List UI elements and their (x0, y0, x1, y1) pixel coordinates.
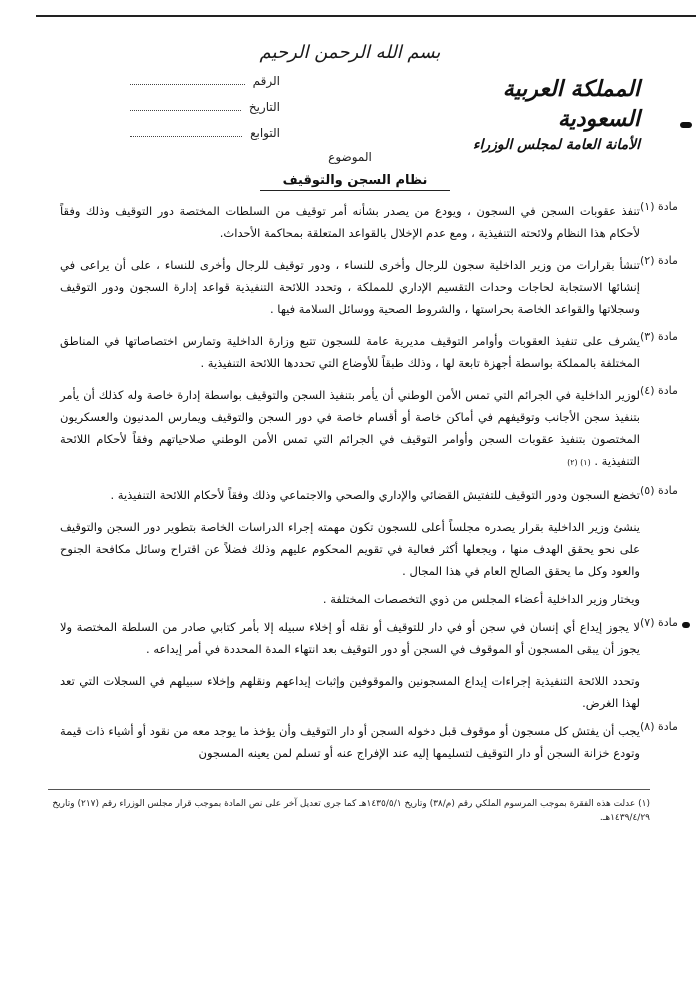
article-text: تخضع السجون ودور التوقيف للتفتيش القضائي والإداري والصحي والاجتماعي وذلك وفقاً لأحكام اللائحة التنفيذية . (110, 488, 640, 502)
meta-number-label: الرقم (252, 74, 280, 88)
meta-date-label: التاريخ (248, 100, 280, 114)
subject-label: الموضوع (328, 150, 372, 164)
article-label: مادة (٥) (640, 484, 678, 497)
meta-date-line (130, 110, 241, 111)
kingdom-name: المملكة العربية السعودية (502, 76, 640, 132)
article-label: مادة (٨) (640, 720, 678, 733)
meta-number-line (130, 84, 245, 85)
article-label: مادة (٢) (640, 254, 678, 267)
paragraph: وتحدد اللائحة التنفيذية إجراءات إيداع المسجونين والموقوفين وإثبات إيداعهم ونقلهم وإخلاء سبيلهم في السجلات التي تعد لهذا الغرض. (60, 674, 640, 710)
meta-attachments-line (130, 136, 242, 137)
scan-edge-line (36, 15, 696, 17)
article-text: تنشأ بقرارات من وزير الداخلية سجون للرجال وأخرى للنساء ، ودور توقيف للرجال وأخرى للنساء ، على أن يراعى في إنشائها الاستجابة لحاجات وحدات التقسيم الإداري للمملكة ، وتحدد اللائحة التنفيذية قواعد إدارة السجون ودور التوقيف وسجلاتها والقواعد الخاصة بحراستها ، والشروط الصحية ووسائل السلامة فيها . (60, 258, 640, 316)
article-label: مادة (٣) (640, 330, 678, 343)
article-label: مادة (١) (640, 200, 678, 213)
document-subject: نظام السجن والتوقيف (260, 173, 450, 191)
document-meta (130, 68, 280, 146)
article-text: لا يجوز إيداع أي إنسان في سجن أو في دار للتوقيف أو نقله أو إخلاء سبيله إلا بأمر كتابي صادر من السلطة المختصة ولا يجوز أن يبقى المسجون أو الموقوف في السجن أو دور التوقيف بعد انتهاء المدة المحددة في أمر إيداعه . (60, 620, 640, 656)
secretariat-name: الأمانة العامة لمجلس الوزراء (472, 137, 640, 153)
basmala: بسم الله الرحمن الرحيم (259, 42, 441, 63)
letterhead (440, 74, 640, 156)
article-4 (60, 384, 678, 474)
paragraph: ينشئ وزير الداخلية بقرار يصدره مجلساً أعلى للسجون تكون مهمته إجراء الدراسات الخاصة بتطوير دور السجن والتوقيف على نحو يحقق الهدف منها ، ويجعلها أكثر فعالية في تقويم المحكوم عليهم وذلك فضلاً عن اقتراح وسائل مكافحة الجنوح والعود وكل ما يحقق الصالح العام في هذا المجال . (60, 520, 640, 578)
document-body (60, 200, 678, 774)
article-text-body: لوزير الداخلية في الجرائم التي تمس الأمن الوطني أن يأمر بتنفيذ السجن والتوقيف بواسطة إدارة خاصة وله كذلك أن يأمر بتنفيذ سجن الأجانب وتوقيفهم في أماكن خاصة أو أقسام خاصة في دور السجن والتوقيف ويمارس المدنيون والعسكريون المختصون بتنفيذ عقوبات السجن وأوامر التوقيف في الجرائم التي تمس الأمن الوطني صلاحياتهم وفقاً لأحكام اللائحة التنفيذية . (60, 388, 640, 468)
punch-hole-mark (680, 122, 692, 128)
meta-attachments-label: التوابع (250, 126, 280, 140)
footnote-reference: (١) (٢) (567, 458, 591, 467)
article-text: يشرف على تنفيذ العقوبات وأوامر التوقيف مديرية عامة للسجون تتبع وزارة الداخلية وتمارس اختصاصاتها في المناطق المختلفة بالمملكة بواسطة أجهزة تابعة لها ، وذلك طبقاً للأوضاع التي تحددها اللائحة التنفيذية . (60, 334, 640, 370)
article-1 (60, 200, 678, 244)
article-8 (60, 720, 678, 764)
article-label: مادة (٤) (640, 384, 678, 397)
footnote-divider (48, 789, 650, 790)
article-7 (60, 616, 678, 660)
article-2 (60, 254, 678, 320)
article-text: تنفذ عقوبات السجن في السجون ، ويودع من يصدر بشأنه أمر توقيف من السلطات المختصة دور التوقيف وذلك وفقاً لأحكام هذا النظام ولائحته التنفيذية ، ومع عدم الإخلال بالقواعد المتعلقة بمحاكمة الأحداث. (60, 204, 640, 240)
article-text: يجب أن يفتش كل مسجون أو موقوف قبل دخوله السجن أو دار التوقيف وأن يؤخذ ما يوجد معه من نقود أو أشياء ذات قيمة وتودع خزانة السجن أو دار التوقيف لتسليمها إليه عند الإفراج عنه أو تسلم لمن يعينه المسجون (60, 724, 640, 760)
article-text (60, 384, 640, 474)
article-5 (60, 484, 678, 506)
article-3 (60, 330, 678, 374)
paragraph: ويختار وزير الداخلية أعضاء المجلس من ذوي التخصصات المختلفة . (322, 592, 640, 606)
article-label: مادة (٧) (640, 616, 678, 629)
footnote: (١) عدلت هذه الفقرة بموجب المرسوم الملكي رقم (م/٣٨) وتاريخ ١٤٣٥/٥/١هـ كما جرى تعديل آخر على نص المادة بموجب قرار مجلس الوزراء رقم (٢١٧) وتاريخ ١٤٣٩/٤/٢٩هـ. (52, 799, 650, 823)
